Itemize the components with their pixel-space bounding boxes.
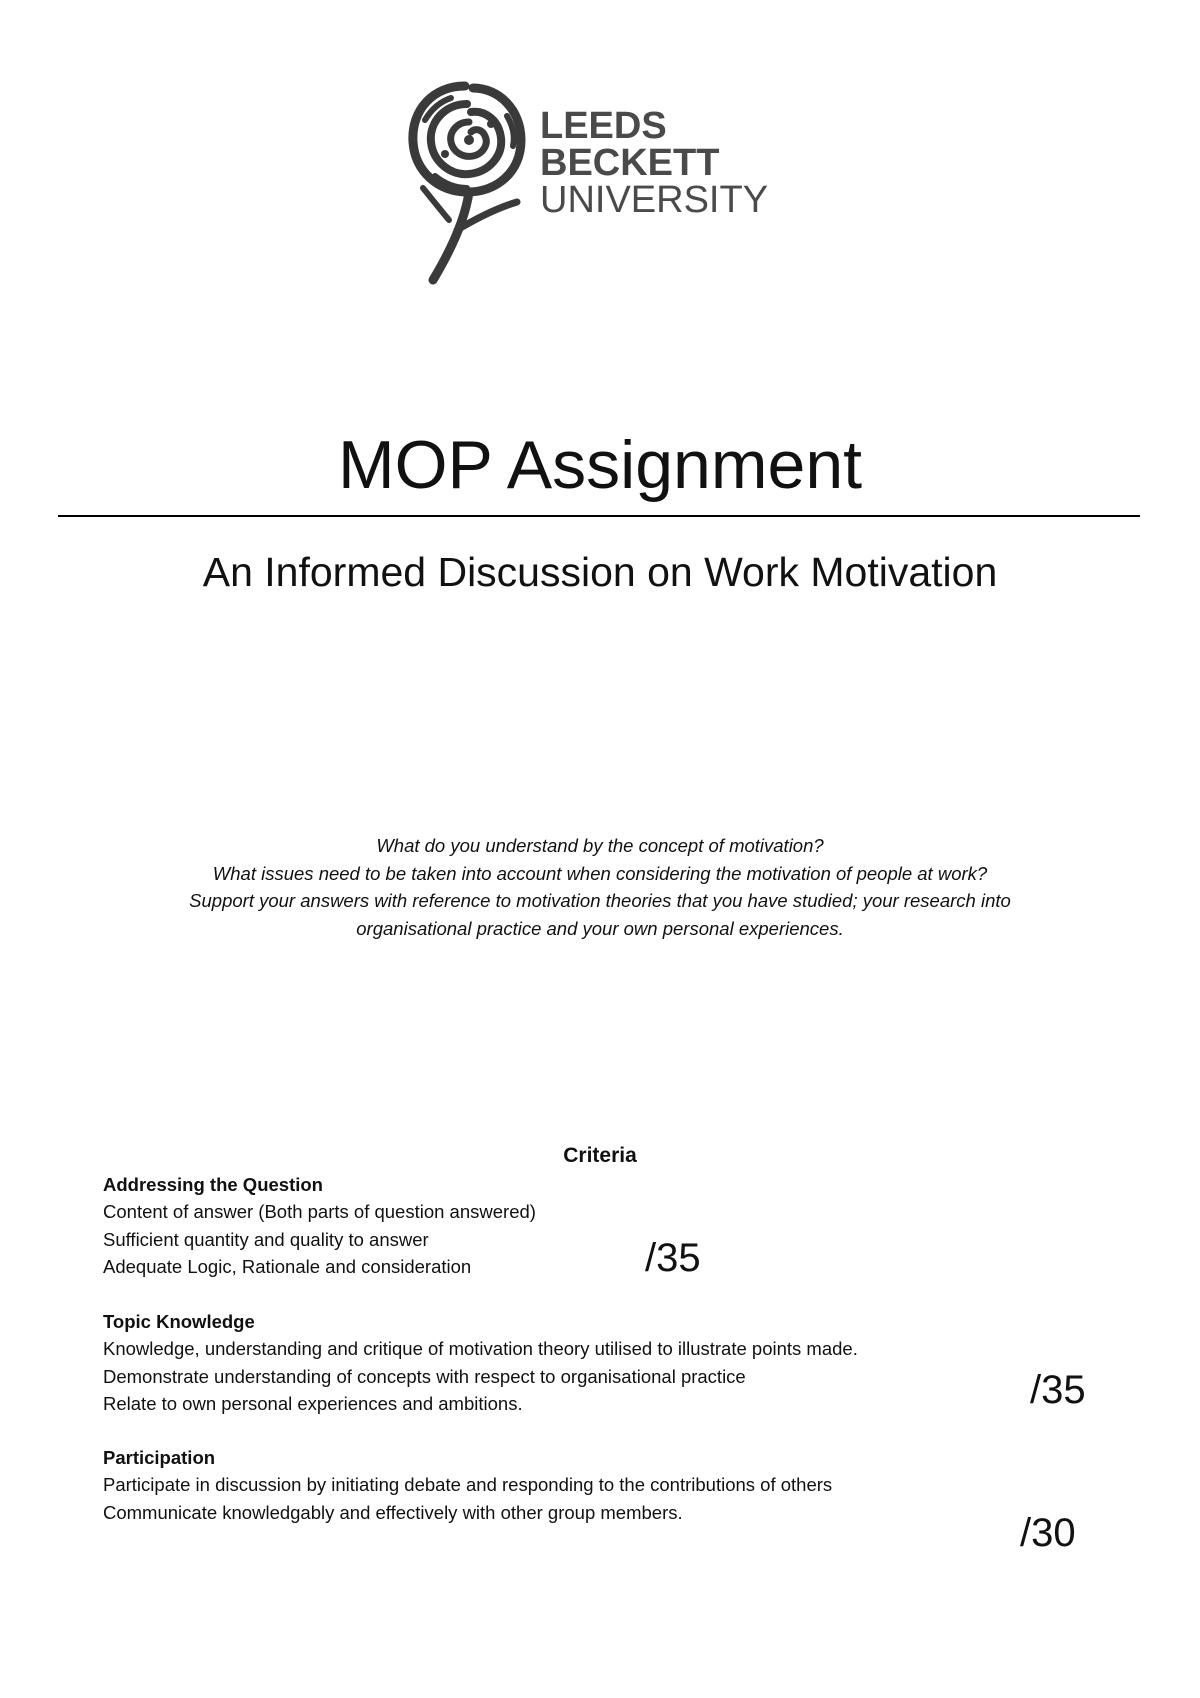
criteria-item: Relate to own personal experiences and ambitions. xyxy=(103,1392,523,1414)
question-line: organisational practice and your own personal experiences. xyxy=(356,917,844,939)
criteria-item: Participate in discussion by initiating debate and responding to the contributions of others xyxy=(103,1474,833,1496)
criteria-heading: Criteria xyxy=(563,1144,637,1167)
question-line: What issues need to be taken into account when considering the motivation of people at work? xyxy=(212,862,988,884)
university-logo xyxy=(405,80,805,290)
assignment-question xyxy=(140,832,1060,942)
mark-topic-knowledge: /35 xyxy=(1030,1368,1086,1412)
logo-line-university: UNIVERSITY xyxy=(540,179,769,221)
mark-participation: /30 xyxy=(1020,1511,1076,1555)
document-subtitle: An Informed Discussion on Work Motivation xyxy=(202,549,998,595)
criteria-item: Demonstrate understanding of concepts with respect to organisational practice xyxy=(103,1365,746,1387)
criteria-item: Content of answer (Both parts of question answered) xyxy=(103,1201,536,1223)
criteria-item: Communicate knowledgably and effectively with other group members. xyxy=(103,1501,683,1523)
university-name xyxy=(540,105,769,221)
section-heading: Addressing the Question xyxy=(103,1174,323,1195)
mark-addressing: /35 xyxy=(645,1236,701,1280)
rose-emblem-icon xyxy=(405,80,530,285)
criteria-item: Sufficient quantity and quality to answer xyxy=(103,1228,429,1250)
document-title: MOP Assignment xyxy=(337,427,863,503)
criteria-section-participation xyxy=(103,1444,832,1526)
criteria-item: Knowledge, understanding and critique of motivation theory utilised to illustrate points made. xyxy=(103,1338,858,1360)
criteria-item: Adequate Logic, Rationale and consideration xyxy=(103,1255,472,1277)
question-line: What do you understand by the concept of motivation? xyxy=(376,835,824,856)
section-heading: Topic Knowledge xyxy=(103,1311,255,1332)
logo-line-leeds: LEEDS xyxy=(540,105,667,147)
section-heading: Participation xyxy=(103,1447,216,1468)
criteria-section-topic-knowledge xyxy=(103,1308,858,1417)
logo-line-beckett: BECKETT xyxy=(540,142,720,184)
criteria-section-addressing xyxy=(103,1171,536,1280)
title-divider xyxy=(58,515,1140,517)
question-line: Support your answers with reference to motivation theories that you have studied; your research into xyxy=(189,890,1011,911)
